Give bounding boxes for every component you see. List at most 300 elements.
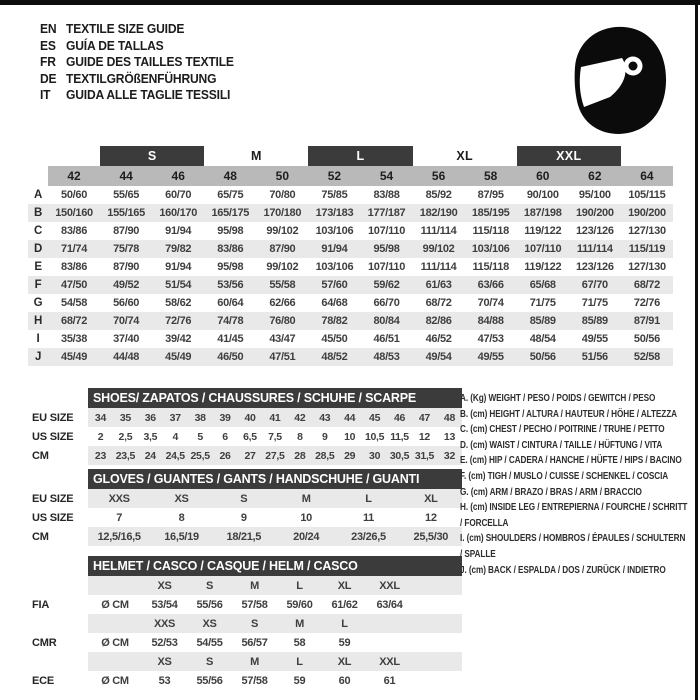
- glove-size-cell: 12: [425, 511, 437, 524]
- legend-item: D. (cm) WAIST / CINTURA / TAILLE / HÜFTUNG / VITA: [460, 439, 663, 451]
- shoe-size-cell: 3,5: [143, 430, 158, 443]
- measurement-cell: 51/56: [581, 351, 608, 363]
- measurement-row: [28, 312, 673, 330]
- glove-size-cell: 12,5/16,5: [88, 527, 150, 546]
- measurement-cell: 75/85: [321, 189, 348, 201]
- measurement-cell: 115/118: [472, 261, 509, 273]
- measurement-cell: 37/40: [113, 333, 140, 345]
- measurement-cell: 74/78: [217, 315, 244, 327]
- glove-size-cell: 20/24: [275, 527, 337, 546]
- measurement-cell: 54/58: [61, 297, 88, 309]
- standard-label: ECE: [32, 674, 55, 687]
- unit-spacer: [88, 652, 142, 671]
- row-label: [30, 614, 88, 633]
- measurement-cell: 111/114: [420, 261, 457, 273]
- measurement-cell: 70/80: [269, 189, 296, 201]
- shoes-size-row: [30, 408, 462, 427]
- helmet-size-cell: 55/56: [196, 598, 223, 611]
- helmet-size-label: M: [232, 652, 277, 671]
- measurement-cell: 91/94: [165, 225, 192, 237]
- shoe-size-cell: 47: [412, 408, 437, 427]
- measurement-cell: 45/50: [321, 333, 348, 345]
- helmet-size-cell: 53/54: [151, 598, 178, 611]
- helmet-size-cell: 60: [338, 674, 351, 687]
- helmet-size-label: XXS: [142, 614, 187, 633]
- helmet-size-header-row: [30, 576, 462, 595]
- measurement-cell: 45/49: [61, 351, 88, 363]
- helmet-size-cell: 54/55: [196, 636, 223, 649]
- shoe-size-cell: 30: [362, 446, 387, 465]
- legend-item: I. (cm) SHOULDERS / HOMBROS / ÉPAULES / SCHULTERN / SPALLE: [460, 533, 686, 560]
- measurement-cell: 155/165: [107, 207, 145, 219]
- corner-cell: [28, 146, 48, 166]
- numeric-size-cell: 64: [621, 166, 673, 186]
- shoes-size-table: [30, 408, 462, 465]
- measurement-row-key: A: [33, 189, 42, 201]
- measurement-cell: 70/74: [477, 297, 504, 309]
- shoes-size-row: [30, 446, 462, 465]
- helmet-size-cell: 55/56: [196, 674, 223, 687]
- measurement-cell: 83/86: [217, 243, 244, 255]
- measurement-cell: 71/75: [529, 297, 556, 309]
- measurement-cell: 71/74: [61, 243, 88, 255]
- shoe-size-cell: 27,5: [262, 446, 287, 465]
- shoe-size-cell: 28,5: [312, 446, 337, 465]
- measurement-cell: 150/160: [55, 207, 93, 219]
- language-code: EN: [40, 21, 57, 36]
- guide-title: TEXTILE SIZE GUIDE: [66, 21, 185, 36]
- numeric-size-cell: 60: [517, 166, 569, 186]
- shoes-size-row: [30, 427, 462, 446]
- helmet-size-value-row: [30, 633, 462, 652]
- helmet-size-label: S: [187, 652, 232, 671]
- measurement-cell: 115/119: [628, 243, 666, 255]
- shoes-section: [30, 388, 462, 465]
- measurement-cell: 50/56: [529, 351, 556, 363]
- measurement-cell: 107/110: [524, 243, 562, 255]
- numeric-size-cell: 56: [413, 166, 465, 186]
- shoe-size-cell: 32: [437, 446, 462, 465]
- measurement-cell: 49/54: [425, 351, 452, 363]
- shoe-size-cell: 23: [88, 446, 113, 465]
- measurement-cell: 95/98: [373, 243, 400, 255]
- measurement-row: [28, 186, 673, 204]
- measurement-cell: 190/200: [628, 207, 666, 219]
- glove-size-cell: XXS: [88, 489, 150, 508]
- measurement-cell: 84/88: [477, 315, 504, 327]
- unit-spacer: [88, 614, 142, 633]
- glove-size-cell: M: [275, 489, 337, 508]
- measurement-cell: 91/94: [165, 261, 192, 273]
- measurement-cell: 55/65: [113, 189, 140, 201]
- gloves-size-row: [30, 527, 462, 546]
- measurement-cell: 107/110: [367, 261, 406, 273]
- measurement-cell: 58/62: [165, 297, 192, 309]
- unit-label: Ø CM: [101, 636, 129, 649]
- measurement-cell: 99/102: [266, 261, 299, 273]
- helmet-size-cell: 61: [383, 674, 396, 687]
- measurement-cell: 48/52: [321, 351, 348, 363]
- helmet-size-value-row: [30, 671, 462, 690]
- measurement-cell: 60/70: [165, 189, 192, 201]
- measurement-cell: 103/106: [315, 225, 354, 237]
- shoe-size-cell: 12: [418, 430, 430, 443]
- language-code: DE: [40, 70, 57, 86]
- legend-item: J. (cm) BACK / ESPALDA / DOS / ZURÜCK / INDIETRO: [460, 564, 666, 576]
- helmet-size-cell: 57/58: [241, 598, 268, 611]
- shoe-size-cell: 8: [297, 430, 303, 443]
- band-filler: [412, 614, 462, 633]
- language-title-row: [40, 21, 234, 38]
- numeric-size-cell: 58: [465, 166, 517, 186]
- measurement-cell: 56/60: [113, 297, 140, 309]
- legend-item: C. (cm) CHEST / PECHO / POITRINE / TRUHE / PETTO: [460, 424, 665, 436]
- measurement-cell: 72/76: [165, 315, 192, 327]
- measurement-row-key: D: [33, 243, 42, 255]
- measurement-cell: 35/38: [61, 333, 88, 345]
- glove-size-cell: 23/26,5: [337, 527, 399, 546]
- helmet-size-cell: 59: [293, 674, 306, 687]
- measurement-cell: 61/63: [425, 279, 452, 291]
- helmet-size-cell: 59/60: [286, 598, 313, 611]
- legend-item: F. (cm) TIGH / MUSLO / CUISSE / SCHENKEL / COSCIA: [460, 470, 669, 482]
- shoe-size-cell: 40: [238, 408, 263, 427]
- measurement-cell: 185/195: [471, 207, 510, 219]
- row-label: [30, 652, 88, 671]
- language-title-row: [40, 38, 234, 55]
- row-filler: [412, 671, 462, 690]
- helmet-size-cell: 53: [158, 674, 171, 687]
- measurement-cell: 87/95: [477, 189, 504, 201]
- helmet-size-label: L: [277, 652, 322, 671]
- shoe-size-cell: 10: [344, 430, 356, 443]
- shoe-size-cell: 29: [337, 446, 362, 465]
- measurement-cell: 85/89: [529, 315, 556, 327]
- shoe-size-cell: 27: [238, 446, 263, 465]
- measurement-cell: 55/58: [269, 279, 296, 291]
- shoe-size-cell: 35: [113, 408, 138, 427]
- measurement-cell: 82/86: [425, 315, 452, 327]
- helmet-size-table: [30, 576, 462, 690]
- shoe-size-cell: 26: [213, 446, 238, 465]
- shoe-size-cell: 25,5: [188, 446, 213, 465]
- measurement-cell: 119/122: [524, 225, 562, 237]
- measurement-row: [28, 258, 673, 276]
- letter-size-band: [48, 146, 100, 166]
- legend-item: G. (cm) ARM / BRAZO / BRAS / ARM / BRACCIO: [460, 486, 642, 498]
- language-code: IT: [40, 87, 51, 103]
- measurement-row: [28, 204, 673, 222]
- glove-size-cell: 7: [116, 511, 123, 524]
- measurement-row-key: E: [34, 261, 42, 273]
- helmet-size-label: L: [322, 614, 367, 633]
- shoe-size-cell: 43: [312, 408, 337, 427]
- measurement-cell: 170/180: [263, 207, 302, 219]
- helmet-size-cell: 59: [338, 636, 351, 649]
- language-title-row: [40, 87, 234, 104]
- measurement-cell: 68/72: [633, 279, 660, 291]
- helmet-section: [30, 556, 462, 690]
- shoe-size-cell: 36: [138, 408, 163, 427]
- shoe-size-cell: 34: [88, 408, 113, 427]
- helmet-size-label: XXL: [367, 652, 412, 671]
- letter-size-row: [28, 146, 673, 166]
- glove-size-cell: 18/21,5: [213, 527, 275, 546]
- glove-size-cell: 10: [300, 511, 312, 524]
- language-title-row: [40, 54, 234, 71]
- shoe-size-cell: 24: [138, 446, 163, 465]
- measurement-cell: 107/110: [367, 225, 406, 237]
- measurement-cell: 41/45: [217, 333, 244, 345]
- row-label: EU SIZE: [32, 492, 74, 505]
- legend-item: H. (cm) INSIDE LEG / ENTREPIERNA / FOURCHE / SCHRITT / FORCELLA: [460, 502, 688, 529]
- numeric-size-cell: 54: [360, 166, 412, 186]
- measurement-cell: 62/66: [269, 297, 296, 309]
- helmet-size-header-row: [30, 652, 462, 671]
- measurement-cell: 87/91: [633, 315, 660, 327]
- helmet-size-header-row: [30, 614, 462, 633]
- shoe-size-cell: 4: [172, 430, 178, 443]
- measurement-cell: 87/90: [113, 225, 140, 237]
- letter-size-band: XXL: [517, 146, 621, 166]
- measurement-cell: 46/51: [373, 333, 400, 345]
- guide-title: GUÍA DE TALLAS: [66, 37, 164, 53]
- glove-size-cell: 11: [362, 511, 374, 524]
- glove-size-cell: 9: [240, 511, 247, 524]
- measurement-cell: 68/72: [425, 297, 452, 309]
- measurement-cell: 182/190: [419, 207, 458, 219]
- unit-spacer: [88, 576, 142, 595]
- helmet-size-label: XS: [142, 652, 187, 671]
- measurement-cell: 119/122: [524, 261, 562, 273]
- row-label: CM: [32, 530, 49, 543]
- row-label: EU SIZE: [32, 411, 74, 424]
- measurement-cell: 90/100: [526, 189, 559, 201]
- measurement-row: [28, 276, 673, 294]
- measurement-row: [28, 348, 673, 366]
- measurement-cell: 99/102: [422, 243, 455, 255]
- shoe-size-cell: 45: [362, 408, 387, 427]
- measurement-cell: 47/51: [269, 351, 296, 363]
- measurement-cell: 70/74: [113, 315, 140, 327]
- measurement-cell: 105/115: [628, 189, 666, 201]
- legend-item: A. (Kg) WEIGHT / PESO / POIDS / GEWITCH / PESO: [460, 393, 656, 404]
- standard-label: CMR: [32, 636, 57, 649]
- row-label: US SIZE: [32, 511, 74, 524]
- measurement-cell: 50/60: [61, 189, 88, 201]
- letter-size-band: L: [308, 146, 412, 166]
- measurement-cell: 71/75: [581, 297, 608, 309]
- measurement-cell: 187/198: [523, 207, 562, 219]
- measurement-cell: 65/75: [217, 189, 244, 201]
- legend-item: B. (cm) HEIGHT / ALTURA / HAUTEUR / HÖHE / ALTEZZA: [460, 408, 677, 420]
- glove-size-cell: 16,5/19: [150, 527, 212, 546]
- shoe-size-cell: 10,5: [364, 430, 385, 443]
- gloves-size-row: [30, 508, 462, 527]
- measurement-cell: 115/118: [472, 225, 509, 237]
- language-code: ES: [40, 37, 56, 53]
- measurement-cell: 160/170: [159, 207, 198, 219]
- measurement-cell: 79/82: [165, 243, 192, 255]
- helmet-size-label: XS: [142, 576, 187, 595]
- measurement-cell: 39/42: [165, 333, 192, 345]
- shoe-size-cell: 41: [262, 408, 287, 427]
- measurement-cell: 127/130: [628, 225, 666, 237]
- measurement-cell: 177/187: [367, 207, 406, 219]
- row-label: [30, 576, 88, 595]
- shoe-size-cell: 44: [337, 408, 362, 427]
- helmet-size-label: M: [232, 576, 277, 595]
- helmet-size-label: XXL: [367, 576, 412, 595]
- helmet-size-cell: 52/53: [151, 636, 178, 649]
- measurement-cell: 48/53: [373, 351, 400, 363]
- measurement-row: [28, 294, 673, 312]
- helmet-size-label: XS: [187, 614, 232, 633]
- measurement-row: [28, 240, 673, 258]
- helmet-size-cell: 63/64: [376, 598, 403, 611]
- measurement-cell: 95/98: [217, 261, 244, 273]
- measurement-cell: 95/98: [217, 225, 244, 237]
- row-label: CM: [32, 449, 49, 462]
- measurement-cell: 46/50: [217, 351, 244, 363]
- measurement-cell: 80/84: [373, 315, 400, 327]
- row-filler: [412, 633, 462, 652]
- legend-item: E. (cm) HIP / CADERA / HANCHE / HÜFTE / HIPS / BACINO: [460, 455, 682, 467]
- measurement-row-key: C: [33, 225, 42, 237]
- numeric-size-cell: 42: [48, 166, 100, 186]
- numeric-size-cell: 50: [256, 166, 308, 186]
- measurement-cell: 103/106: [471, 243, 510, 255]
- measurement-cell: 49/55: [581, 333, 608, 345]
- shoe-size-cell: 24,5: [163, 446, 188, 465]
- measurement-row: [28, 222, 673, 240]
- shoe-size-cell: 48: [437, 408, 462, 427]
- unit-label: Ø CM: [101, 598, 129, 611]
- measurement-row-key: J: [34, 351, 42, 363]
- measurement-cell: 75/78: [113, 243, 140, 255]
- band-filler: [412, 652, 462, 671]
- numeric-size-cell: 44: [100, 166, 152, 186]
- glove-size-cell: XS: [150, 489, 212, 508]
- measurement-cell: 111/114: [576, 243, 613, 255]
- right-page-border: [695, 0, 698, 700]
- measurement-legend: [460, 391, 690, 578]
- glove-size-cell: 25,5/30: [400, 527, 462, 546]
- measurement-cell: 45/49: [165, 351, 192, 363]
- standard-label: FIA: [32, 598, 50, 611]
- shoe-size-cell: 31,5: [412, 446, 437, 465]
- shoe-size-cell: 13: [443, 430, 455, 443]
- letter-size-band: XL: [456, 149, 473, 163]
- numeric-size-row: [28, 166, 673, 186]
- measurement-cell: 52/58: [633, 351, 660, 363]
- language-title-list: [40, 21, 234, 104]
- measurement-cell: 46/52: [425, 333, 452, 345]
- gloves-section: [30, 469, 462, 546]
- measurement-cell: 65/68: [529, 279, 556, 291]
- textile-size-table: [28, 146, 673, 366]
- measurement-cell: 66/70: [373, 297, 400, 309]
- helmet-size-label: S: [232, 614, 277, 633]
- measurement-cell: 72/76: [633, 297, 660, 309]
- shoe-size-cell: 2,5: [118, 430, 133, 443]
- shoe-size-cell: 5: [197, 430, 203, 443]
- measurement-cell: 111/114: [420, 225, 457, 237]
- letter-size-band: S: [100, 146, 204, 166]
- measurement-cell: 53/56: [217, 279, 244, 291]
- shoe-size-cell: 6: [222, 430, 228, 443]
- top-page-border: [0, 0, 700, 5]
- shoe-size-cell: 2: [97, 430, 104, 443]
- row-label: US SIZE: [32, 430, 74, 443]
- racing-helmet-icon: [572, 24, 668, 136]
- shoe-size-cell: 7,5: [268, 430, 282, 443]
- corner-cell: [28, 166, 48, 186]
- gloves-size-table: [30, 489, 462, 546]
- glove-size-cell: 8: [178, 511, 185, 524]
- helmet-size-label: M: [277, 614, 322, 633]
- glove-size-cell: XL: [400, 489, 462, 508]
- measurement-cell: 103/106: [315, 261, 354, 273]
- shoe-size-cell: 46: [387, 408, 412, 427]
- measurement-cell: 165/175: [211, 207, 250, 219]
- shoe-size-cell: 11,5: [390, 430, 409, 443]
- language-code: FR: [40, 54, 56, 70]
- measurement-cell: 63/66: [477, 279, 504, 291]
- measurement-row-key: G: [33, 297, 43, 309]
- measurement-cell: 83/86: [61, 225, 88, 237]
- shoe-size-cell: 30,5: [387, 446, 412, 465]
- measurement-cell: 87/90: [269, 243, 296, 255]
- measurement-cell: 87/90: [113, 261, 140, 273]
- shoe-size-cell: 37: [163, 408, 188, 427]
- helmet-size-cell: 57/58: [241, 674, 268, 687]
- gloves-size-row: [30, 489, 462, 508]
- measurement-cell: 95/100: [578, 189, 611, 201]
- guide-title: TEXTILGRÖßENFÜHRUNG: [66, 70, 217, 86]
- helmet-size-cell: 61/62: [331, 598, 358, 611]
- helmet-size-label: [367, 614, 412, 633]
- measurement-cell: 60/64: [217, 297, 244, 309]
- numeric-size-cell: 52: [308, 166, 360, 186]
- measurement-row-key: B: [33, 207, 42, 219]
- measurement-cell: 68/72: [61, 315, 88, 327]
- shoe-size-cell: 38: [188, 408, 213, 427]
- band-filler: [412, 576, 462, 595]
- helmet-size-label: XL: [322, 576, 367, 595]
- shoe-size-cell: 39: [213, 408, 238, 427]
- guide-title: GUIDA ALLE TAGLIE TESSILI: [66, 87, 231, 103]
- measurement-cell: 47/53: [477, 333, 504, 345]
- shoes-section-header: SHOES/ ZAPATOS / CHAUSSURES / SCHUHE / SCARPE: [88, 388, 462, 408]
- measurement-cell: 91/94: [321, 243, 348, 255]
- measurement-cell: 78/82: [321, 315, 348, 327]
- measurement-cell: 59/62: [373, 279, 400, 291]
- numeric-size-cell: 46: [152, 166, 204, 186]
- measurement-cell: 99/102: [266, 225, 299, 237]
- glove-size-cell: S: [213, 489, 275, 508]
- helmet-size-cell: [367, 633, 412, 652]
- measurement-cell: 123/126: [575, 261, 614, 273]
- helmet-size-label: XL: [322, 652, 367, 671]
- measurement-row-key: H: [33, 315, 42, 327]
- letter-size-band: [621, 146, 673, 166]
- measurement-cell: 47/50: [61, 279, 88, 291]
- helmet-size-cell: 56/57: [241, 636, 268, 649]
- numeric-size-cell: 62: [569, 166, 621, 186]
- measurement-row: [28, 330, 673, 348]
- measurement-cell: 127/130: [628, 261, 666, 273]
